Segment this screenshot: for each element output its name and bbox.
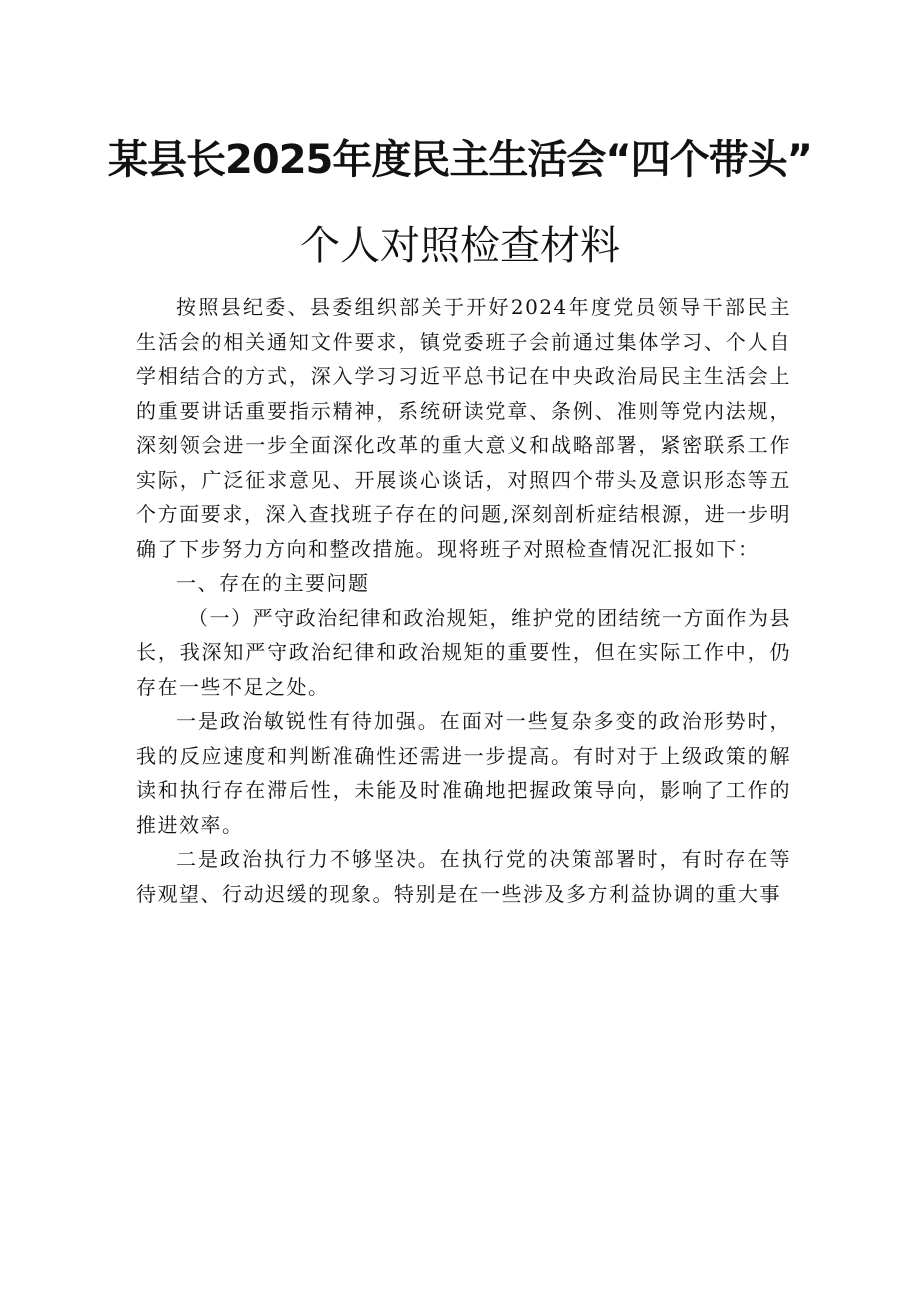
point-one-paragraph: 一是政治敏锐性有待加强。在面对一些复杂多变的政治形势时，我的反应速度和判断准确性还需进一步提高。有时对于上级政策的解读和执行存在滞后性，未能及时准确地把握政策导向，影响了工作的推进效率。 (136, 709, 791, 837)
section-heading: 一、存在的主要问题 (176, 571, 370, 595)
document-title-line-1: 某县长2025年度民主生活会“四个带头” (108, 137, 812, 183)
intro-paragraph: 按照县纪委、县委组织部关于开好2024年度党员领导干部民主生活会的相关通知文件要求，镇党委班子会前通过集体学习、个人自学相结合的方式，深入学习习近平总书记在中央政治局民主生活会上的重要讲话重要指示精神，系统研读党章、条例、准则等党内法规，深刻领会进一步全面深化改革的重大意义和战略部署，紧密联系工作实际，广泛征求意见、开展谈心谈话，对照四个带头及意识形态等五个方面要求，深入查找班子存在的问题,深刻剖析症结根源，进一步明确了下步努力方向和整改措施。现将班子对照检查情况汇报如下： (136, 295, 791, 561)
subsection-paragraph: （一）严守政治纪律和政治规矩，维护党的团结统一方面作为县长，我深知严守政治纪律和政治规矩的重要性，但在实际工作中，仍存在一些不足之处。 (136, 605, 791, 699)
point-two-paragraph: 二是政治执行力不够坚决。在执行党的决策部署时，有时存在等待观望、行动迟缓的现象。特别是在一些涉及多方利益协调的重大事 (136, 847, 791, 906)
document-body (136, 290, 791, 911)
document-title-line-2: 个人对照检查材料 (300, 223, 620, 269)
